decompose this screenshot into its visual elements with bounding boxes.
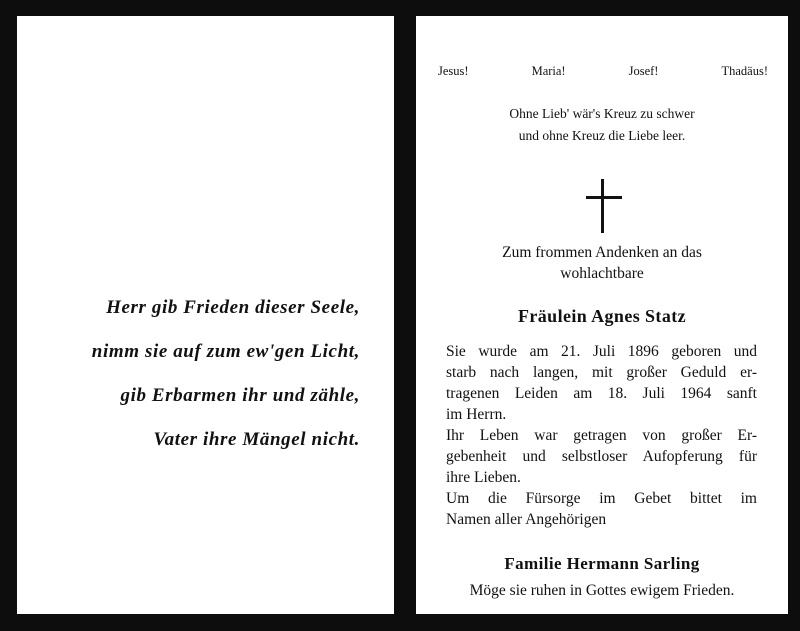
holy-names	[438, 64, 768, 79]
right-page	[416, 16, 788, 614]
name-jesus: Jesus!	[438, 64, 469, 78]
bio-line: im Herrn.	[446, 406, 507, 423]
bio-line: Sie wurde am 21. Juli 1896 geboren und	[446, 343, 757, 360]
memorial-line: wohlachtbare	[560, 265, 644, 282]
bio-line: ihre Lieben.	[446, 469, 521, 486]
family-signature: Familie Hermann Sarling	[504, 554, 700, 573]
memorial-line: Zum frommen Andenken an das	[502, 244, 702, 261]
verse-line: Vater ihre Mängel nicht.	[153, 429, 360, 450]
name-maria: Maria!	[531, 64, 566, 78]
bio-line: tragenen Leiden am 18. Juli 1964 sanft	[446, 385, 757, 402]
deceased-name: Fräulein Agnes Statz	[518, 306, 686, 326]
name-thadaeus: Thadäus!	[721, 64, 768, 78]
verse-line: nimm sie auf zum ew'gen Licht,	[91, 341, 360, 362]
memorial-heading	[416, 242, 788, 284]
left-page	[17, 16, 394, 614]
bio-line: starb nach langen, mit großer Geduld er-	[446, 364, 757, 381]
motto	[416, 103, 788, 147]
cross-icon	[586, 179, 622, 233]
bio-line: gebenheit und selbstloser Aufopferung für	[446, 448, 757, 465]
motto-line: Ohne Lieb' wär's Kreuz zu schwer	[509, 106, 695, 121]
verse-line: gib Erbarmen ihr und zähle,	[120, 385, 360, 406]
bio-line: Ihr Leben war getragen von großer Er-	[446, 427, 757, 444]
bio-line: Um die Fürsorge im Gebet bittet im	[446, 490, 757, 507]
verse-line: Herr gib Frieden dieser Seele,	[106, 297, 360, 318]
bio-line: Namen aller Angehörigen	[446, 511, 607, 528]
motto-line: und ohne Kreuz die Liebe leer.	[518, 128, 686, 143]
closing-blessing: Möge sie ruhen in Gottes ewigem Frieden.	[469, 582, 735, 599]
biography	[446, 341, 757, 530]
prayer-verse	[17, 292, 360, 468]
name-josef: Josef!	[628, 64, 659, 78]
